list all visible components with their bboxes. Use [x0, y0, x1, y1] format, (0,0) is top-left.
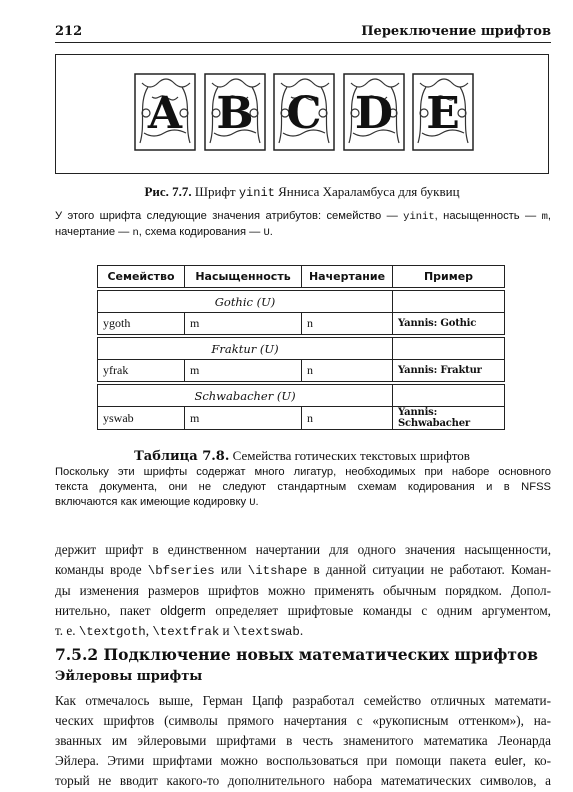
table-row: yfrak m n Yannis: Fraktur [98, 360, 505, 382]
paragraph-euler: Как отмечалось выше, Герман Цапф разработал семейство отличных математи- ческих шрифтов (символы прямого начертания с «рукописным оттенком»), на- званных им эйлеровыми шрифтами в честь знаменитого математика Леонарда Эйлера. Этими шрифтами можно воспользоваться при помощи пакета euler, ко- торый не вводит какого-то дополнительного набора математических символов, а [55, 693, 551, 788]
table-note: Поскольку эти шрифты содержат много лигатур, необходимых при наборе основного текста документа, они не следуют стандартным схемам кодирования и в NFSS включаются как имеющие кодировку U. [55, 466, 551, 509]
subsection-heading: Эйлеровы шрифты [55, 669, 203, 684]
svg-text:E: E [426, 88, 460, 139]
initial-a-image [134, 73, 196, 151]
font-family-table [97, 265, 505, 430]
table-header-row [98, 266, 505, 288]
header-example: Пример [393, 266, 505, 288]
svg-text:C: C [286, 88, 322, 139]
table-row: ygoth m n Yannis: Gothic [98, 313, 505, 335]
running-title: Переключение шрифтов [361, 24, 551, 39]
initial-e-image [412, 73, 474, 151]
header-family: Семейство [98, 266, 185, 288]
initial-c-image [273, 73, 335, 151]
initial-d-image [343, 73, 405, 151]
svg-text:B: B [215, 88, 254, 139]
figure-label: Рис. 7.7. [144, 184, 192, 199]
table-group-row: Gothic (U) [98, 291, 505, 313]
initial-b-image [204, 73, 266, 151]
figure-frame [55, 54, 549, 174]
page-number: 212 [55, 24, 83, 39]
table-row: yswab m n Yannis: Schwabacher [98, 407, 505, 430]
table-group-row: Schwabacher (U) [98, 385, 505, 407]
header-shape: Начертание [302, 266, 393, 288]
section-heading: 7.5.2 Подключение новых математических шрифтов [55, 645, 539, 664]
header-series: Насыщенность [185, 266, 302, 288]
decorative-initials [134, 73, 474, 155]
running-header [55, 22, 551, 42]
header-rule [55, 42, 551, 43]
table-caption: Таблица 7.8. Семейства готических текстовых шрифтов [134, 448, 470, 464]
figure-caption: Рис. 7.7. Шрифт yinit Янниса Хараламбуса для буквиц [144, 184, 460, 200]
svg-text:A: A [147, 88, 183, 139]
figure-note: У этого шрифта следующие значения атрибутов: семейство — yinit, насыщенность — m, начертание — n, схема кодирования — U. [55, 210, 551, 239]
svg-text:D: D [354, 88, 393, 139]
table-group-row: Fraktur (U) [98, 338, 505, 360]
table-label: Таблица 7.8. [134, 449, 230, 464]
paragraph-continued: держит шрифт в единственном начертании для одного значения насыщенности, команды вроде \bfseries или \itshape в данной ситуации не работают. Коман- ды изменения размеров шрифтов можно применять обычным порядком. Допол- нительно, пакет oldgerm определяет шрифтовые команды с одним аргументом, т. е. \textgoth, \textfrak и \textswab. [55, 542, 551, 639]
